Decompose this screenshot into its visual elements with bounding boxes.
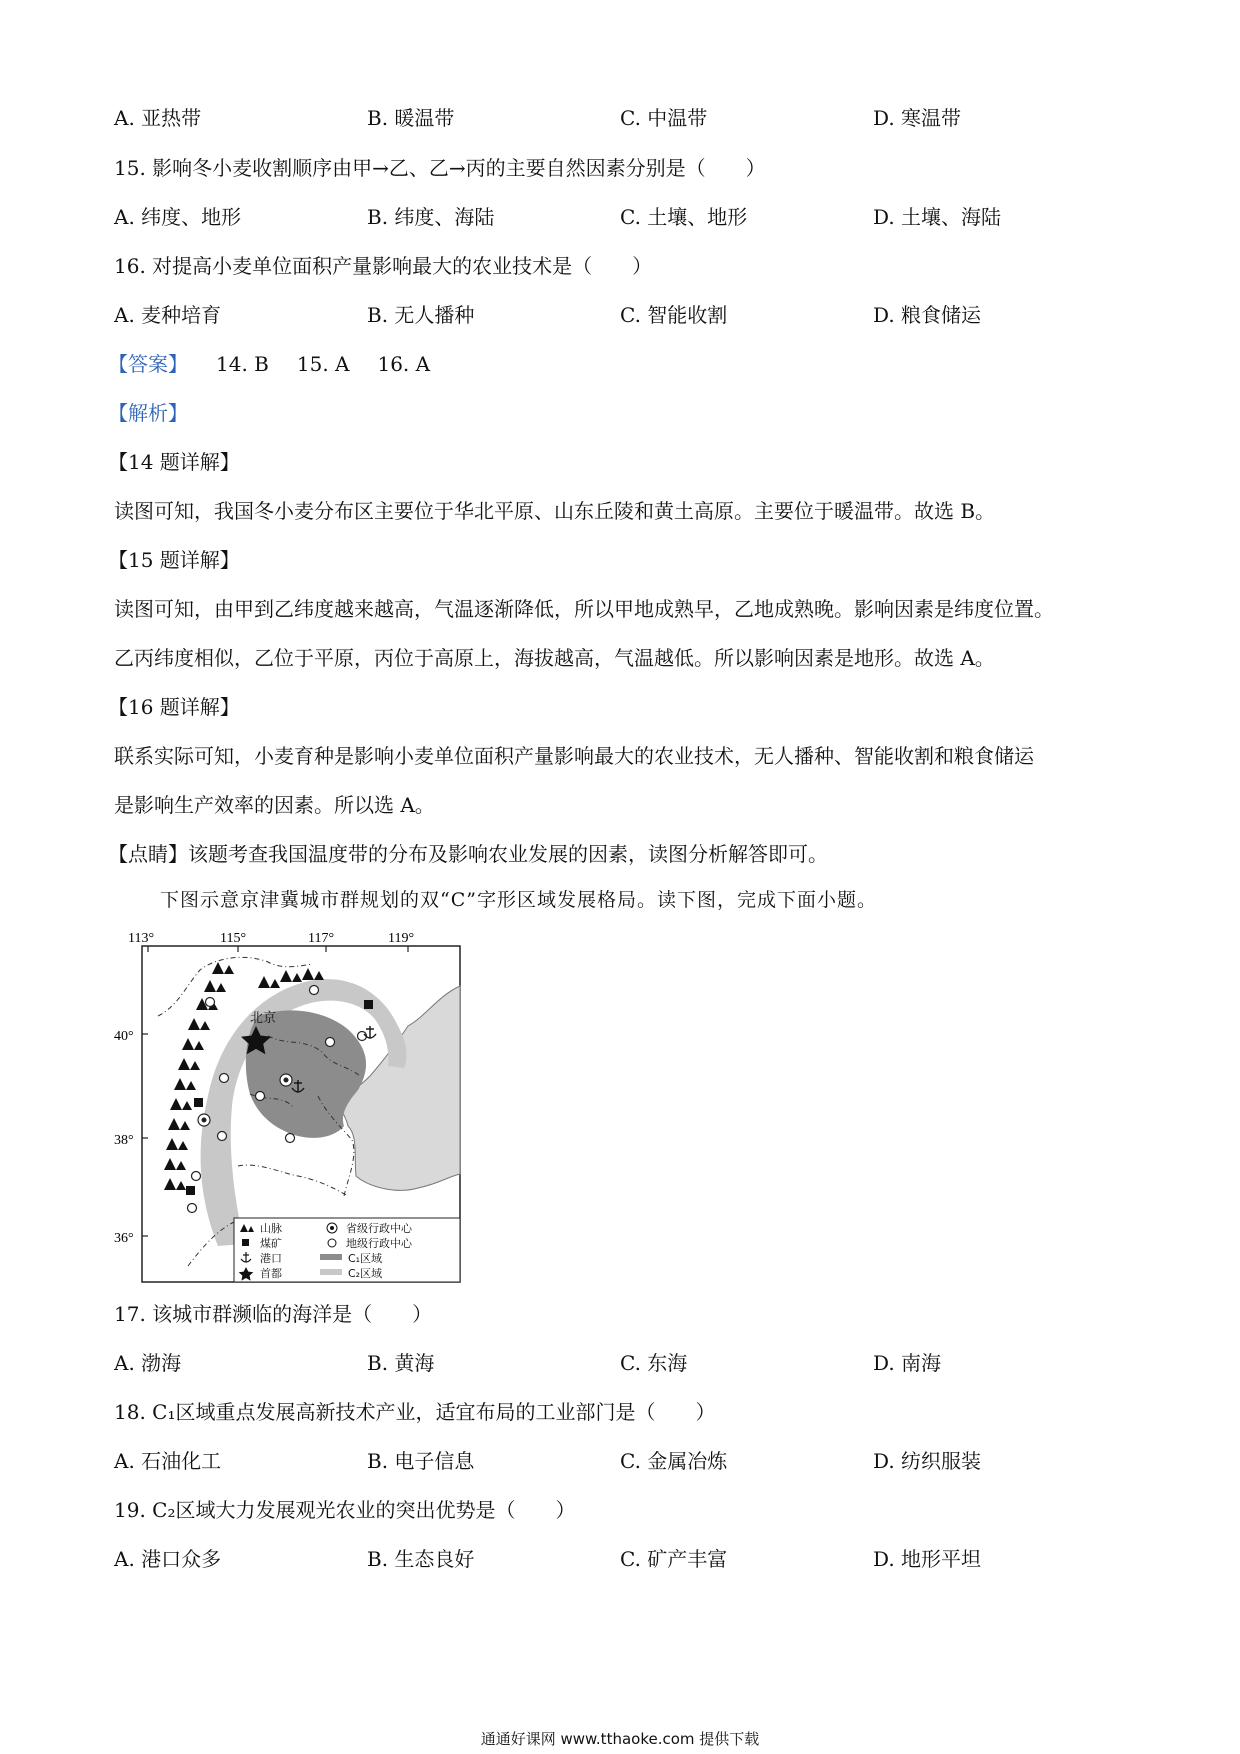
lon-label-115: 115° xyxy=(220,931,247,946)
q19-option-d: D. 地形平坦 xyxy=(873,1547,982,1571)
legend-c2: C₂区域 xyxy=(348,1267,383,1280)
legend-coal: 煤矿 xyxy=(260,1237,282,1250)
detail15-text2: 乙丙纬度相似，乙位于平原，丙位于高原上，海拔越高，气温越低。所以影响因素是地形。故选 A。 xyxy=(114,646,995,670)
answer-line xyxy=(108,350,430,378)
legend-c1: C₁区域 xyxy=(348,1252,383,1265)
q15-option-d: D. 土壤、海陆 xyxy=(873,205,1002,229)
q16-options xyxy=(114,301,1124,329)
detail15-text1: 读图可知，由甲到乙纬度越来越高，气温逐渐降低，所以甲地成熟早，乙地成熟晚。影响因素是纬度位置。 xyxy=(114,597,1054,621)
answer-label: 【答案】 xyxy=(108,352,188,376)
detail14-heading: 【14 题详解】 xyxy=(108,450,240,474)
answer-14: 14. B xyxy=(216,352,269,376)
q14-option-c: C. 中温带 xyxy=(620,106,708,130)
lat-label-36: 36° xyxy=(114,1231,134,1246)
q14-options xyxy=(114,104,1124,132)
legend-pref-center: 地级行政中心 xyxy=(346,1237,412,1250)
legend-capital: 首都 xyxy=(260,1267,282,1280)
legend-pref-center-icon xyxy=(328,1239,336,1247)
q17-option-b: B. 黄海 xyxy=(367,1351,435,1375)
q18-option-a: A. 石油化工 xyxy=(114,1449,222,1473)
map-intro: 下图示意京津冀城市群规划的双“C”字形区域发展格局。读下图，完成下面小题。 xyxy=(160,889,877,911)
q15-options xyxy=(114,203,1124,231)
q17-stem: 17. 该城市群濒临的海洋是（ ） xyxy=(114,1302,433,1326)
detail16-text2: 是影响生产效率的因素。所以选 A。 xyxy=(114,793,435,817)
q16-option-b: B. 无人播种 xyxy=(367,303,475,327)
q14-option-b: B. 暖温带 xyxy=(367,106,455,130)
q16-option-c: C. 智能收割 xyxy=(620,303,728,327)
legend-prov-center-dot xyxy=(330,1226,334,1230)
legend-mountain: 山脉 xyxy=(260,1222,282,1235)
q19-options xyxy=(114,1545,1124,1573)
lat-label-40: 40° xyxy=(114,1029,134,1044)
q18-stem: 18. C₁区域重点发展高新技术产业，适宜布局的工业部门是（ ） xyxy=(114,1400,716,1424)
beijing-label: 北京 xyxy=(250,1011,277,1026)
answer-15: 15. A xyxy=(296,352,350,376)
q15-option-b: B. 纬度、海陆 xyxy=(367,205,495,229)
page-footer: 通通好课网 www.tthaoke.com 提供下载 xyxy=(480,1730,760,1748)
detail16-heading: 【16 题详解】 xyxy=(108,695,240,719)
analysis-label: 【解析】 xyxy=(108,401,188,425)
legend-coal-icon xyxy=(242,1239,249,1246)
lat-label-38: 38° xyxy=(114,1133,134,1148)
q14-option-d: D. 寒温带 xyxy=(873,106,962,130)
q16-option-a: A. 麦种培育 xyxy=(114,303,222,327)
q14-option-a: A. 亚热带 xyxy=(114,106,202,130)
q19-option-a: A. 港口众多 xyxy=(114,1547,222,1571)
q18-option-c: C. 金属冶炼 xyxy=(620,1449,728,1473)
q18-option-d: D. 纺织服装 xyxy=(873,1449,982,1473)
q18-options xyxy=(114,1447,1124,1475)
dianjing-label: 【点睛】 xyxy=(108,842,188,866)
q19-option-b: B. 生态良好 xyxy=(367,1547,475,1571)
q15-option-a: A. 纬度、地形 xyxy=(114,205,242,229)
q16-stem: 16. 对提高小麦单位面积产量影响最大的农业技术是（ ） xyxy=(114,254,653,278)
legend-prov-center: 省级行政中心 xyxy=(346,1222,412,1235)
dianjing-line xyxy=(108,840,828,868)
answer-16: 16. A xyxy=(377,352,431,376)
q15-stem: 15. 影响冬小麦收割顺序由甲→乙、乙→丙的主要自然因素分别是（ ） xyxy=(114,156,766,180)
q18-option-b: B. 电子信息 xyxy=(367,1449,475,1473)
q19-option-c: C. 矿产丰富 xyxy=(620,1547,728,1571)
lon-label-117: 117° xyxy=(308,931,335,946)
legend-port: 港口 xyxy=(260,1252,282,1265)
legend-c1-swatch xyxy=(320,1254,342,1260)
q17-options xyxy=(114,1349,1124,1377)
lon-label-119: 119° xyxy=(388,931,415,946)
q19-stem: 19. C₂区域大力发展观光农业的突出优势是（ ） xyxy=(114,1498,576,1522)
q15-option-c: C. 土壤、地形 xyxy=(620,205,748,229)
q16-option-d: D. 粮食储运 xyxy=(873,303,982,327)
detail16-text1: 联系实际可知，小麦育种是影响小麦单位面积产量影响最大的农业技术，无人播种、智能收割和粮食储运 xyxy=(114,744,1034,768)
detail14-text: 读图可知，我国冬小麦分布区主要位于华北平原、山东丘陵和黄土高原。主要位于暖温带。故选 B。 xyxy=(114,499,996,523)
jingjinji-map xyxy=(108,926,468,1286)
q17-option-a: A. 渤海 xyxy=(114,1351,182,1375)
detail15-heading: 【15 题详解】 xyxy=(108,548,240,572)
legend-c2-swatch xyxy=(320,1269,342,1275)
q17-option-d: D. 南海 xyxy=(873,1351,942,1375)
q17-option-c: C. 东海 xyxy=(620,1351,688,1375)
dianjing-text: 该题考查我国温度带的分布及影响农业发展的因素，读图分析解答即可。 xyxy=(188,842,828,866)
lon-label-113: 113° xyxy=(128,931,155,946)
